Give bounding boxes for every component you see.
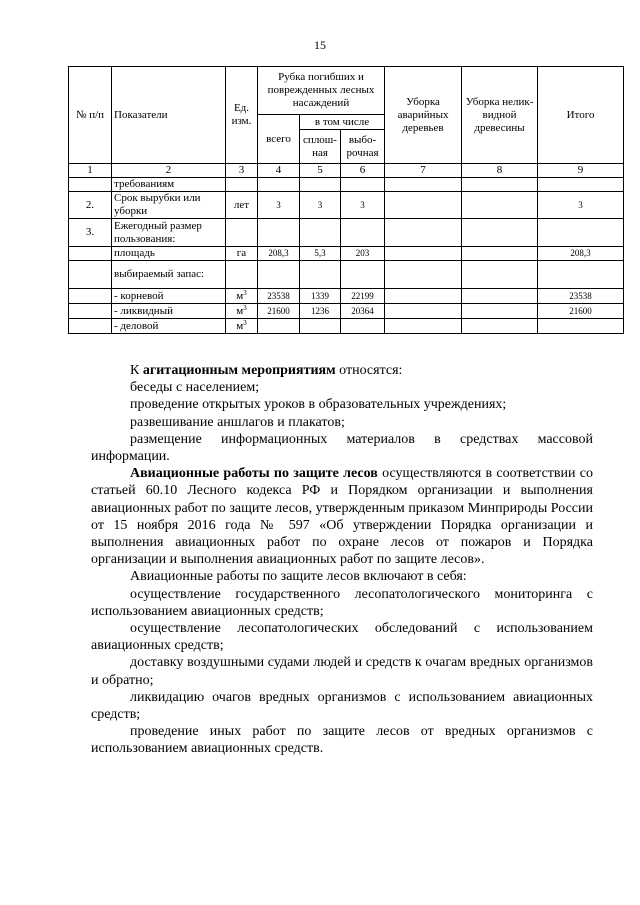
- header-emergency: Уборка аварийных деревьев: [385, 67, 462, 164]
- cell-unit: [226, 304, 258, 319]
- unit-superscript: 3: [243, 303, 247, 312]
- cell-indicator: требованиям: [112, 178, 226, 192]
- col-number: 6: [341, 164, 385, 178]
- cell-value: [385, 178, 462, 192]
- table-row: [69, 192, 624, 219]
- cell-num: 3.: [69, 219, 112, 247]
- cell-value: [341, 178, 385, 192]
- table-row: [69, 304, 624, 319]
- cell-indicator: площадь: [112, 247, 226, 261]
- cell-num: [69, 289, 112, 304]
- cell-num: [69, 261, 112, 289]
- cell-value: [385, 247, 462, 261]
- text-run: относятся:: [335, 363, 403, 378]
- cell-unit: [226, 219, 258, 247]
- unit-superscript: 3: [243, 318, 247, 327]
- cell-value: 20364: [341, 304, 385, 319]
- text-run: осуществляются в соответствии со статьей 60.10 Лесного кодекса РФ и Порядком организации и выполнения авиационных работ по защите лесов, утвержденным приказом Минприроды России от 15 ноября 2016 года № 597 «Об утверждении Порядка организации и выполнения авиационных работ по охране лесов от пожаров и Порядка организации и выполнения авиационных работ по защите лесов».: [91, 466, 593, 568]
- cell-value: [300, 319, 341, 334]
- col-number: 4: [258, 164, 300, 178]
- header-indicator: Показатели: [112, 67, 226, 164]
- cell-value: 3: [538, 192, 624, 219]
- cell-value: [300, 261, 341, 289]
- table-row: [69, 178, 624, 192]
- cell-value: 22199: [341, 289, 385, 304]
- cell-value: 3: [341, 192, 385, 219]
- cell-value: [341, 319, 385, 334]
- header-illiquid: Уборка нелик-видной древесины: [462, 67, 538, 164]
- table-row: [69, 261, 624, 289]
- cell-value: [462, 319, 538, 334]
- paragraph: ликвидацию очагов вредных организмов с использованием авиационных средств;: [91, 689, 593, 723]
- cell-unit: [226, 178, 258, 192]
- cell-value: [462, 192, 538, 219]
- paragraph: размещение информационных материалов в средствах массовой информации.: [91, 431, 593, 465]
- header-unit: Ед. изм.: [226, 67, 258, 164]
- cell-value: [462, 261, 538, 289]
- cell-value: [300, 178, 341, 192]
- cell-indicator: - деловой: [112, 319, 226, 334]
- cell-value: [538, 261, 624, 289]
- bold-term: агитационным мероприятиям: [142, 363, 336, 378]
- cell-value: [538, 219, 624, 247]
- cell-indicator: Ежегодный размер пользования:: [112, 219, 226, 247]
- paragraph: проведение иных работ по защите лесов от вредных организмов с использованием авиационных средств.: [91, 724, 593, 757]
- cell-indicator: Срок вырубки или уборки: [112, 192, 226, 219]
- cell-indicator: выбираемый запас:: [112, 261, 226, 289]
- paragraph: осуществление лесопатологических обследований с использованием авиационных средств;: [91, 621, 593, 654]
- data-table: [68, 66, 624, 334]
- cell-value: 208,3: [258, 247, 300, 261]
- col-number: 2: [112, 164, 226, 178]
- table-row: [69, 319, 624, 334]
- cell-num: [69, 178, 112, 192]
- cell-value: 23538: [538, 289, 624, 304]
- cell-unit: [226, 319, 258, 334]
- table-row: [69, 247, 624, 261]
- cell-value: 208,3: [538, 247, 624, 261]
- cell-value: 23538: [258, 289, 300, 304]
- cell-value: 1236: [300, 304, 341, 319]
- col-number: 5: [300, 164, 341, 178]
- cell-value: 203: [341, 247, 385, 261]
- cell-value: [538, 178, 624, 192]
- cell-num: [69, 247, 112, 261]
- cell-indicator: - ликвидный: [112, 304, 226, 319]
- cell-value: [385, 261, 462, 289]
- text-run: К: [130, 363, 143, 378]
- paragraph: осуществление государственного лесопатологического мониторинга с использованием авиационных средств;: [91, 586, 593, 619]
- cell-value: 21600: [258, 304, 300, 319]
- cell-value: [538, 319, 624, 334]
- header-total-sub: всего: [258, 115, 300, 164]
- cell-value: [385, 319, 462, 334]
- cell-indicator: - корневой: [112, 289, 226, 304]
- body-text: [91, 362, 593, 758]
- cell-unit: [226, 261, 258, 289]
- header-selective-cut: выбо-рочная: [341, 130, 385, 164]
- unit-text: м: [236, 289, 244, 302]
- paragraph: доставку воздушными судами людей и средств к очагам вредных организмов и обратно;: [91, 655, 593, 688]
- header-num: № п/п: [69, 67, 112, 164]
- cell-value: [258, 178, 300, 192]
- cell-num: [69, 304, 112, 319]
- paragraph: [91, 465, 593, 568]
- cell-value: [258, 219, 300, 247]
- header-total: Итого: [538, 67, 624, 164]
- col-number: 3: [226, 164, 258, 178]
- cell-value: [385, 289, 462, 304]
- cell-unit: га: [226, 247, 258, 261]
- cell-value: [462, 219, 538, 247]
- cell-value: [462, 178, 538, 192]
- bold-term: Авиационные работы по защите лесов: [130, 466, 378, 482]
- paragraph: [91, 362, 593, 379]
- cell-value: [462, 247, 538, 261]
- unit-text: м: [236, 319, 244, 332]
- cell-unit: [226, 289, 258, 304]
- cell-value: 3: [300, 192, 341, 219]
- col-number: 9: [538, 164, 624, 178]
- paragraph: проведение открытых уроков в образовательных учреждениях;: [130, 397, 507, 413]
- cell-value: 1339: [300, 289, 341, 304]
- cell-num: 2.: [69, 192, 112, 219]
- unit-text: м: [236, 304, 244, 317]
- col-number: 1: [69, 164, 112, 178]
- header-incl: в том числе: [300, 115, 385, 130]
- cell-value: [385, 192, 462, 219]
- col-number: 7: [385, 164, 462, 178]
- cell-value: [462, 289, 538, 304]
- cell-num: [69, 319, 112, 334]
- cell-value: [385, 219, 462, 247]
- cell-value: [341, 219, 385, 247]
- col-number: 8: [462, 164, 538, 178]
- column-numbers-row: [69, 164, 624, 178]
- cell-value: [300, 219, 341, 247]
- table-row: [69, 219, 624, 247]
- paragraph: Авиационные работы по защите лесов включают в себя:: [130, 569, 467, 585]
- cell-value: 5,3: [300, 247, 341, 261]
- cell-value: [341, 261, 385, 289]
- cell-value: [385, 304, 462, 319]
- cell-value: [258, 261, 300, 289]
- paragraph: беседы с населением;: [130, 380, 260, 396]
- paragraph: развешивание аншлагов и плакатов;: [130, 414, 345, 430]
- page-number: 15: [314, 38, 326, 52]
- table-row: [69, 289, 624, 304]
- header-felling: Рубка погибших и поврежденных лесных насаждений: [258, 67, 385, 115]
- cell-value: 3: [258, 192, 300, 219]
- header-clear-cut: сплош-ная: [300, 130, 341, 164]
- unit-superscript: 3: [243, 288, 247, 297]
- cell-value: 21600: [538, 304, 624, 319]
- cell-value: [462, 304, 538, 319]
- cell-value: [258, 319, 300, 334]
- cell-unit: лет: [226, 192, 258, 219]
